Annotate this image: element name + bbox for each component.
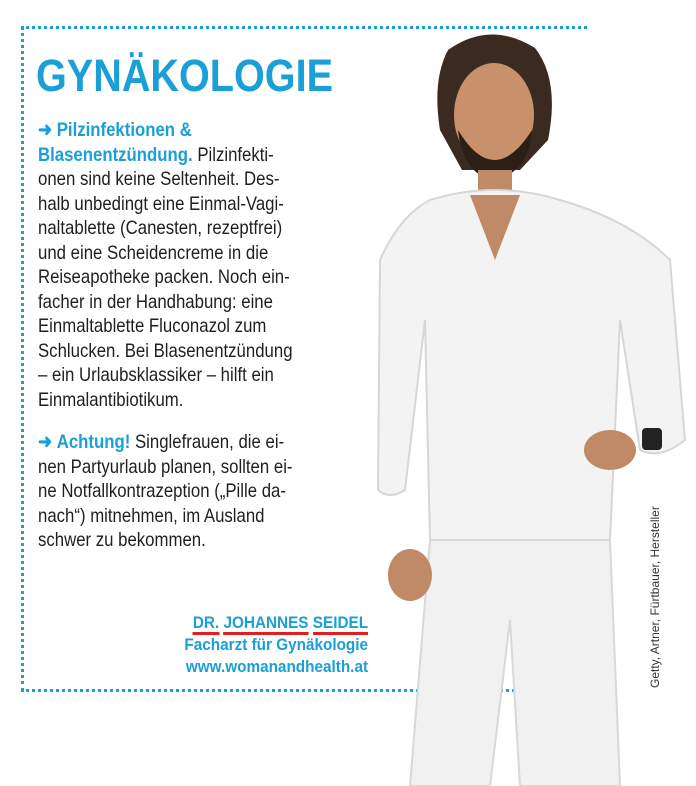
section1-heading-line2: Blasenentzündung. [38, 143, 193, 166]
section1-text-line: – ein Urlaubsklassiker – hilft ein [38, 364, 274, 386]
article-body [38, 118, 358, 571]
section1-text-line: Schlucken. Bei Blasenentzündung [38, 339, 293, 362]
author-first-name: JOHANNES [223, 613, 308, 635]
photo-credit: Getty, Artner, Fürtbauer, Hersteller [648, 506, 662, 688]
author-role: Facharzt für Gynäkologie [184, 635, 368, 654]
watch-shape [642, 428, 662, 450]
author-title: DR. [193, 613, 219, 635]
section1-text-line: facher in der Handhabung: eine [38, 290, 273, 313]
left-hand-shape [388, 549, 432, 601]
section1-text-line: naltablette (Canesten, rezeptfrei) [38, 217, 283, 239]
section1-text-line: Einmalantibiotikum. [38, 388, 184, 411]
arrow-icon: ➜ [38, 431, 53, 453]
shirt-shape [378, 190, 685, 540]
section1-text-line: Reiseapotheke packen. Noch ein- [38, 266, 290, 288]
page-title: GYNÄKOLOGIE [36, 50, 334, 101]
section2-heading: Achtung! [56, 431, 131, 453]
section1-text-line: Pilzinfekti- [197, 143, 274, 166]
author-signature [184, 612, 368, 678]
arrow-icon: ➜ [38, 119, 53, 141]
section-achtung [38, 430, 358, 553]
author-last-name: SEIDEL [313, 613, 368, 635]
section-pilzinfektionen [38, 118, 358, 412]
section2-text-line: nen Partyurlaub planen, sollten ei- [38, 455, 293, 478]
section2-text-line: nach“) mitnehmen, im Ausland [38, 504, 265, 527]
section1-text-line: Einmaltablette Fluconazol zum [38, 315, 267, 337]
section1-text-line: onen sind keine Seltenheit. Des- [38, 168, 280, 190]
section2-text-line: schwer zu bekommen. [38, 529, 206, 551]
right-hand-shape [584, 430, 636, 470]
author-name [184, 612, 368, 634]
section1-text-line: halb unbedingt eine Einmal-Vagi- [38, 192, 284, 215]
section2-text-line: Singlefrauen, die ei- [134, 431, 285, 453]
pants-shape [410, 540, 620, 786]
section1-heading-line1: Pilzinfektionen & [56, 119, 192, 141]
author-website: www.womanandhealth.at [185, 657, 368, 676]
section2-text-line: ne Notfallkontrazeption („Pille da- [38, 480, 286, 502]
section1-text-line: und eine Scheidencreme in die [38, 241, 269, 264]
